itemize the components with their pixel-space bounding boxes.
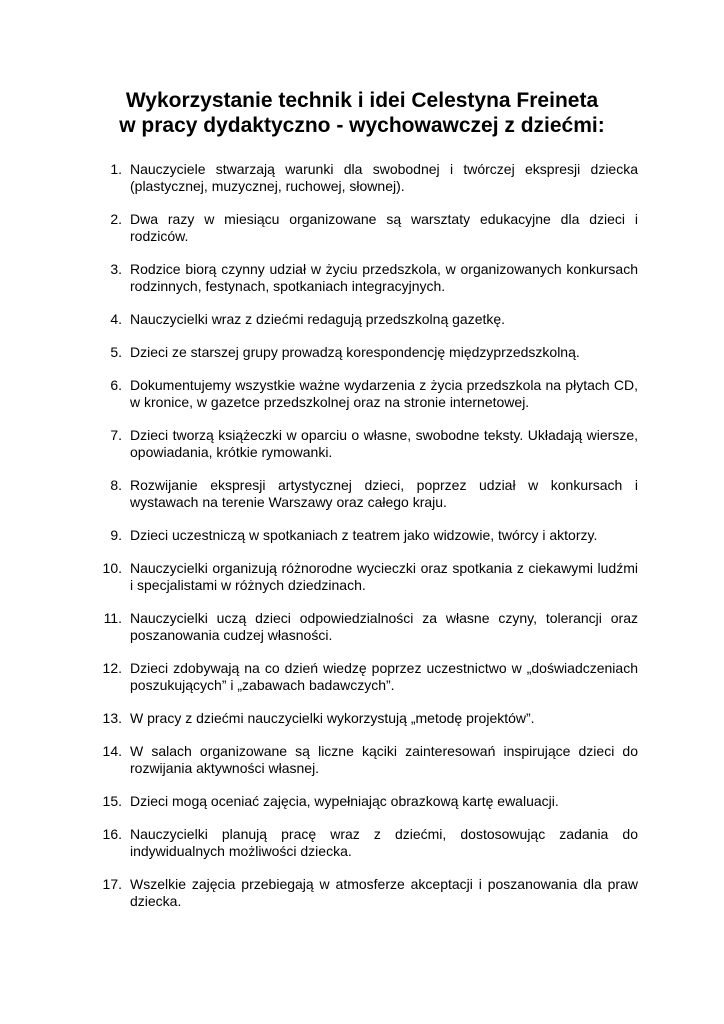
item-number: 2.	[110, 211, 122, 227]
numbered-list	[86, 161, 638, 926]
list-item	[86, 211, 638, 245]
document-title	[60, 88, 664, 138]
item-number: 16.	[102, 826, 122, 842]
item-number: 15.	[102, 793, 122, 809]
list-item	[86, 477, 638, 511]
list-item	[86, 876, 638, 910]
item-number: 11.	[103, 610, 122, 626]
item-number: 5.	[110, 344, 122, 360]
item-text: W pracy z dziećmi nauczycielki wykorzystują „metodę projektów”.	[130, 710, 535, 726]
item-text: Nauczyciele stwarzają warunki dla swobodnej i twórczej ekspresji dziecka (plastycznej, muzycznej, ruchowej, słownej).	[130, 161, 638, 194]
item-text: Dzieci tworzą książeczki w oparciu o własne, swobodne teksty. Układają wiersze, opowiadania, krótkie rymowanki.	[130, 427, 638, 460]
item-text: Nauczycielki planują pracę wraz z dziećmi, dostosowując zadania do indywidualnych możliwości dziecka.	[130, 826, 638, 859]
item-text: Dokumentujemy wszystkie ważne wydarzenia z życia przedszkola na płytach CD, w kronice, w gazetce przedszkolnej oraz na stronie internetowej.	[130, 377, 638, 410]
item-text: Rozwijanie ekspresji artystycznej dzieci, poprzez udział w konkursach i wystawach na terenie Warszawy oraz całego kraju.	[130, 477, 638, 510]
list-item	[86, 311, 638, 328]
item-number: 13.	[102, 710, 122, 726]
item-number: 1.	[110, 161, 122, 177]
list-item	[86, 161, 638, 195]
list-item	[86, 710, 638, 727]
title-line-1: Wykorzystanie technik i idei Celestyna Freineta	[125, 89, 599, 112]
item-text: Dzieci mogą oceniać zajęcia, wypełniając obrazkową kartę ewaluacji.	[130, 793, 559, 809]
list-item	[86, 527, 638, 544]
item-text: Dzieci ze starszej grupy prowadzą korespondencję międzyprzedszkolną.	[130, 344, 580, 360]
title-line-2: w pracy dydaktyczno - wychowawczej z dziećmi:	[119, 114, 605, 137]
list-item	[86, 610, 638, 644]
item-number: 12.	[102, 660, 122, 676]
item-text: Dzieci uczestniczą w spotkaniach z teatrem jako widzowie, twórcy i aktorzy.	[130, 527, 598, 543]
list-item	[86, 660, 638, 694]
list-item	[86, 377, 638, 411]
item-text: Nauczycielki wraz z dziećmi redagują przedszkolną gazetkę.	[130, 311, 506, 327]
list-item	[86, 560, 638, 594]
list-item	[86, 793, 638, 810]
item-number: 3.	[110, 261, 122, 277]
item-text: Rodzice biorą czynny udział w życiu przedszkola, w organizowanych konkursach rodzinnych, festynach, spotkaniach integracyjnych.	[130, 261, 638, 294]
item-number: 7.	[110, 427, 122, 443]
item-number: 9.	[110, 527, 122, 543]
list-item	[86, 743, 638, 777]
list-item	[86, 427, 638, 461]
list-item	[86, 826, 638, 860]
item-number: 17.	[102, 876, 122, 892]
item-text: Wszelkie zajęcia przebiegają w atmosferze akceptacji i poszanowania dla praw dziecka.	[130, 876, 638, 909]
item-number: 8.	[110, 477, 122, 493]
item-number: 14.	[102, 743, 122, 759]
item-text: Nauczycielki organizują różnorodne wycieczki oraz spotkania z ciekawymi ludźmi i specjalistami w różnych dziedzinach.	[130, 560, 638, 593]
list-item	[86, 261, 638, 295]
item-text: Dzieci zdobywają na co dzień wiedzę poprzez uczestnictwo w „doświadczeniach poszukujących” i „zabawach badawczych”.	[130, 660, 638, 693]
item-number: 10.	[102, 560, 122, 576]
item-text: Nauczycielki uczą dzieci odpowiedzialności za własne czyny, tolerancji oraz poszanowania cudzej własności.	[130, 610, 638, 643]
item-text: W salach organizowane są liczne kąciki zainteresowań inspirujące dzieci do rozwijania aktywności własnej.	[130, 743, 638, 776]
item-number: 6.	[110, 377, 122, 393]
item-text: Dwa razy w miesiącu organizowane są warsztaty edukacyjne dla dzieci i rodziców.	[130, 211, 638, 244]
item-number: 4.	[110, 311, 122, 327]
list-item	[86, 344, 638, 361]
